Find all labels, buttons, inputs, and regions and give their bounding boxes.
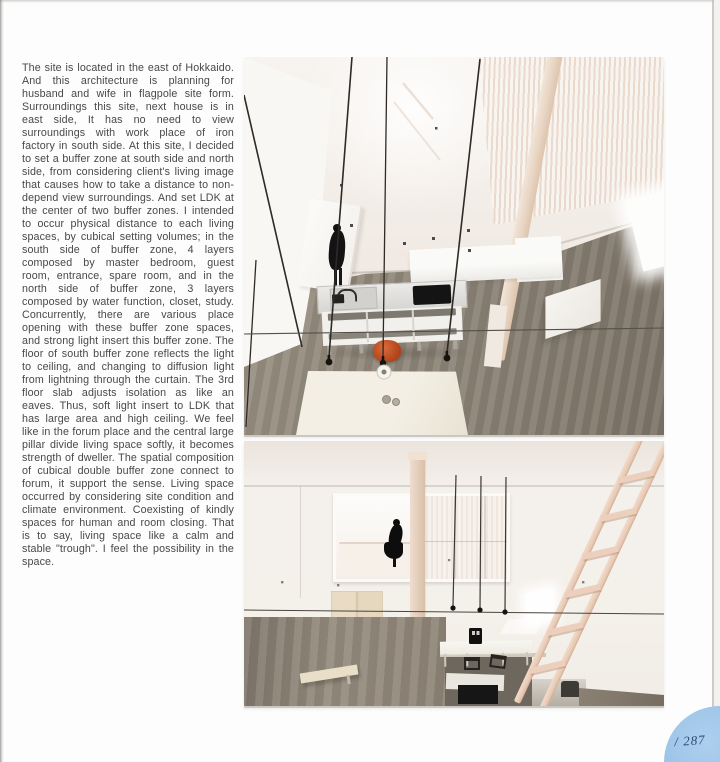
island-leg — [327, 346, 331, 355]
scan-edge-left — [0, 0, 4, 762]
cup — [392, 398, 400, 406]
orange-stove — [373, 340, 401, 362]
page-number: / 287 — [673, 731, 707, 750]
photo-interior-overhead — [244, 57, 664, 435]
white-dining-table — [296, 371, 468, 435]
bathroom-view — [336, 496, 416, 579]
pot — [332, 294, 344, 304]
person-in-black — [324, 223, 350, 293]
cup — [382, 395, 391, 404]
shelf-slot — [328, 308, 456, 321]
black-cooktop — [413, 284, 452, 305]
scan-edge-right-shade — [714, 0, 720, 762]
scan-edge-right-line — [712, 0, 714, 762]
person-body — [328, 229, 347, 270]
wood-floor-right — [579, 683, 664, 706]
scan-edge-top — [0, 0, 720, 3]
island-leg — [453, 340, 457, 349]
island-leg — [417, 342, 421, 351]
photo-interior-elevation — [244, 441, 664, 706]
shelf-slot — [329, 328, 457, 340]
figure-leg — [393, 557, 396, 567]
seated-figure-in-black — [384, 519, 408, 567]
island-leg — [359, 344, 363, 353]
article-text: The site is located in the east of Hokkaido. And this architecture is planning for husband and wife in flagpole site form. Surroundings this site, next house is in east side, It has no need to view surroundings with work place of iron factory in south side. At this site, I decided to set a buffer zone at south side and north side, from considering client's living image that causes how to take a distance to non-depend view surroundings. And set LDK at the center of two buffer zones. I intended to occur physical distance to each living spaces, by cubical setting volumes; in the south side of buffer zone, 4 layers composed by master bedroom, guest room, entrance, spare room, and in the north side of buffer zone, 3 layers composed by water function, closet, study. Concurrently, there are various place opening with these buffer zone spaces, and strong light insert this buffer zone. The floor of south buffer zone reflects the light to ceiling, and changing to diffusion light from lightning through the curtain. The 3rd floor slab adjusts isolation as like an eaves. Thus, soft light insert to LDK that has large area and high ceiling. We feel like in the forum place and the central large pillar divide living space softly, it becomes strength of dweller. The spatial composition of cubical double buffer zone connect to forum, it support the sense. Living space occurred by considering site condition and climate environment. Coexisting of kindly spaces for human and room closing. That is to say, living space like a calm and stable "trough". I feel the possibility in the space. — [22, 62, 234, 568]
wall-corner-line — [300, 486, 301, 598]
